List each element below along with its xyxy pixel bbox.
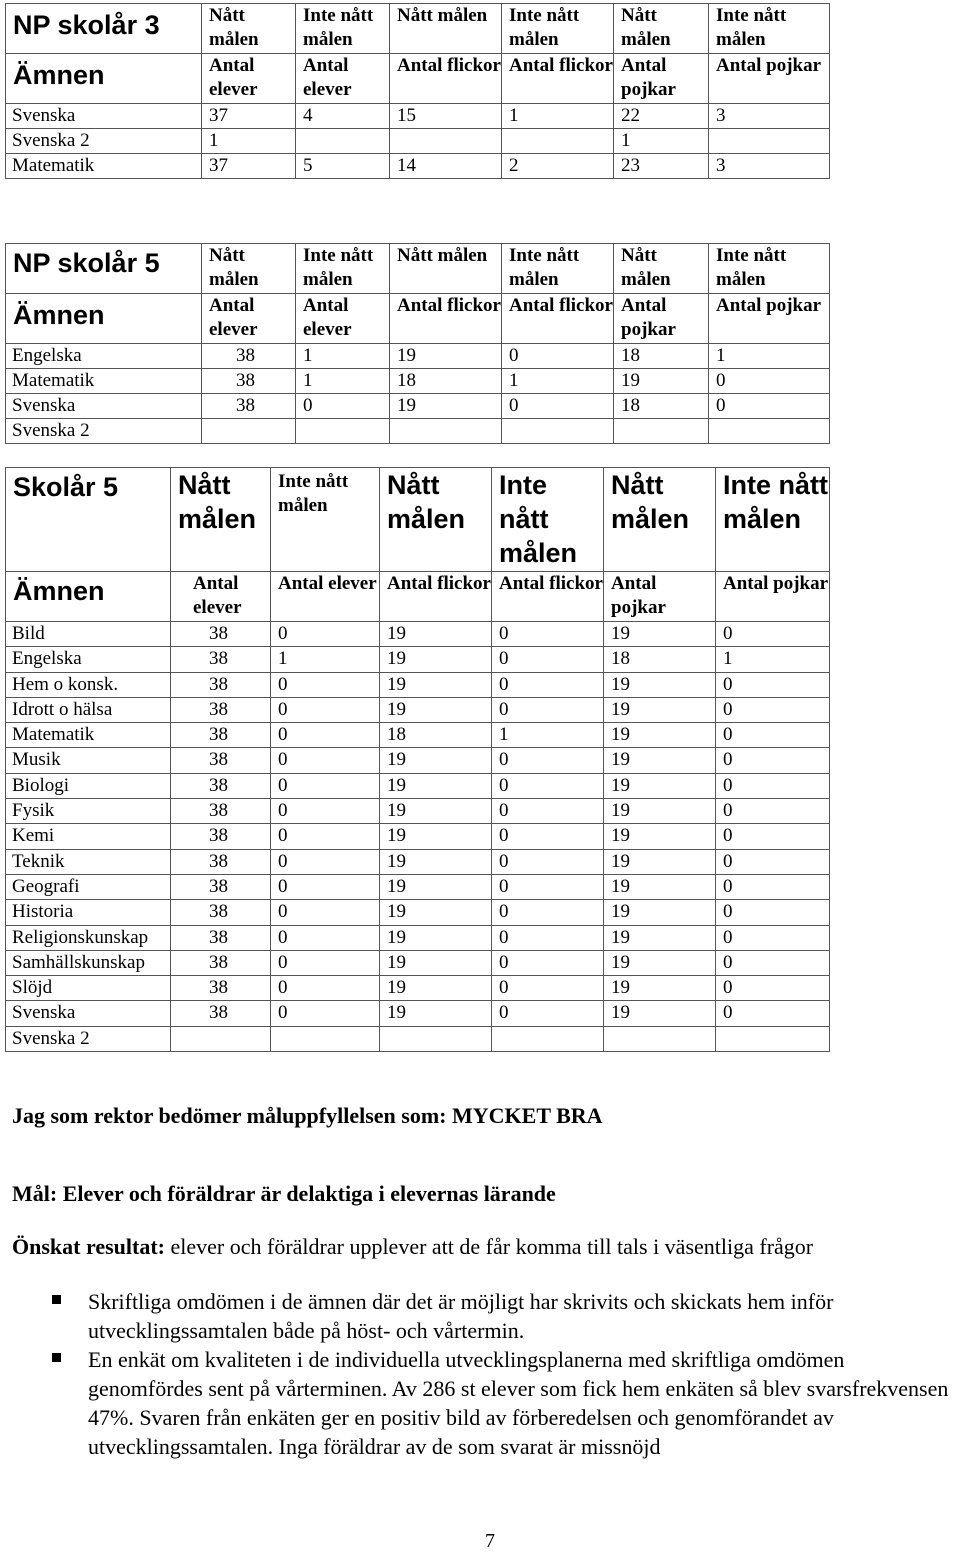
value-cell	[171, 1026, 271, 1051]
table-row	[6, 369, 830, 394]
value-cell: 0	[492, 799, 604, 824]
value-cell: 0	[271, 799, 380, 824]
table-row	[6, 900, 830, 925]
subject-name: Svenska	[6, 394, 202, 419]
value-cell: 18	[380, 723, 492, 748]
value-cell: 2	[502, 154, 614, 179]
value-cell: 18	[614, 394, 709, 419]
subject-name: Svenska 2	[6, 1026, 171, 1051]
value-cell	[709, 129, 830, 154]
header-cell: Inte nått målen	[271, 468, 380, 572]
value-cell: 19	[604, 900, 716, 925]
value-cell: 19	[380, 697, 492, 722]
table-row	[6, 874, 830, 899]
value-cell: 19	[604, 622, 716, 647]
value-cell: 38	[171, 723, 271, 748]
value-cell: 19	[380, 647, 492, 672]
subject-name: Bild	[6, 622, 171, 647]
value-cell: 0	[271, 723, 380, 748]
value-cell: 19	[604, 697, 716, 722]
bullet-list	[0, 1287, 960, 1461]
value-cell: 38	[171, 950, 271, 975]
value-cell: 18	[604, 647, 716, 672]
value-cell: 38	[171, 976, 271, 1001]
value-cell: 18	[614, 344, 709, 369]
value-cell	[492, 1026, 604, 1051]
value-cell: 23	[614, 154, 709, 179]
value-cell: 19	[380, 1001, 492, 1026]
table-row	[6, 129, 830, 154]
value-cell: 0	[716, 723, 830, 748]
value-cell: 0	[716, 976, 830, 1001]
value-cell: 38	[171, 849, 271, 874]
value-cell: 38	[171, 622, 271, 647]
value-cell: 0	[716, 773, 830, 798]
subheader-cell: Antal flickor	[492, 572, 604, 622]
subheader-cell: Antal flickor	[502, 54, 614, 104]
value-cell: 0	[716, 925, 830, 950]
header-cell: Nått målen	[390, 244, 502, 294]
np-skolar5-table	[5, 243, 830, 444]
value-cell: 19	[380, 849, 492, 874]
table-row	[6, 672, 830, 697]
subject-label: Ämnen	[6, 54, 202, 104]
value-cell: 0	[492, 1001, 604, 1026]
value-cell: 0	[271, 950, 380, 975]
value-cell: 19	[390, 344, 502, 369]
table-row	[6, 1026, 830, 1051]
value-cell: 38	[171, 824, 271, 849]
desired-result-text: elever och föräldrar upplever att de får komma till tals i väsentliga frågor	[165, 1234, 814, 1259]
value-cell: 0	[492, 773, 604, 798]
subheader-cell: Antal elever	[202, 54, 296, 104]
table-row	[6, 104, 830, 129]
subject-name: Svenska	[6, 1001, 171, 1026]
subheader-cell: Antal flickor	[380, 572, 492, 622]
value-cell: 1	[502, 104, 614, 129]
value-cell: 38	[171, 697, 271, 722]
value-cell: 0	[271, 773, 380, 798]
value-cell: 0	[492, 672, 604, 697]
value-cell	[296, 129, 390, 154]
value-cell: 38	[202, 369, 296, 394]
subject-name: Slöjd	[6, 976, 171, 1001]
table-row	[6, 723, 830, 748]
value-cell: 38	[202, 394, 296, 419]
table-title: Skolår 5	[6, 468, 171, 572]
value-cell: 19	[604, 950, 716, 975]
value-cell: 38	[171, 672, 271, 697]
subheader-cell: Antal elever	[296, 54, 390, 104]
value-cell: 18	[390, 369, 502, 394]
bullet-text: Skriftliga omdömen i de ämnen där det är möjligt har skrivits och skickats hem inför utvecklingssamtalen både på höst- och vårtermin.	[88, 1289, 834, 1343]
value-cell: 1	[709, 344, 830, 369]
assessment-text: Jag som rektor bedömer måluppfyllelsen som: MYCKET BRA	[12, 1103, 603, 1128]
value-cell: 0	[492, 748, 604, 773]
value-cell: 19	[380, 773, 492, 798]
value-cell: 0	[492, 950, 604, 975]
value-cell	[202, 419, 296, 444]
value-cell: 5	[296, 154, 390, 179]
value-cell: 19	[604, 849, 716, 874]
value-cell	[716, 1026, 830, 1051]
goal-heading: Mål: Elever och föräldrar är delaktiga i elevernas lärande	[12, 1181, 556, 1206]
value-cell	[271, 1026, 380, 1051]
value-cell: 0	[271, 622, 380, 647]
table-row	[6, 799, 830, 824]
subject-name: Samhällskunskap	[6, 950, 171, 975]
subject-name: Matematik	[6, 369, 202, 394]
header-cell: Inte nått målen	[709, 4, 830, 54]
value-cell: 0	[716, 672, 830, 697]
value-cell: 19	[380, 824, 492, 849]
table-row	[6, 773, 830, 798]
value-cell: 0	[271, 849, 380, 874]
value-cell: 19	[604, 773, 716, 798]
value-cell	[296, 419, 390, 444]
header-cell: Inte nått målen	[502, 244, 614, 294]
value-cell: 19	[390, 394, 502, 419]
value-cell: 0	[271, 697, 380, 722]
header-cell: Nått målen	[614, 244, 709, 294]
header-cell: Inte nått målen	[502, 4, 614, 54]
value-cell: 1	[296, 344, 390, 369]
value-cell	[614, 419, 709, 444]
value-cell	[390, 129, 502, 154]
value-cell: 0	[271, 672, 380, 697]
value-cell: 0	[271, 976, 380, 1001]
header-cell: Nått målen	[171, 468, 271, 572]
table-title: NP skolår 3	[6, 4, 202, 54]
table2-body	[6, 344, 830, 444]
subject-name: Geografi	[6, 874, 171, 899]
value-cell: 19	[604, 925, 716, 950]
value-cell: 0	[716, 900, 830, 925]
value-cell: 19	[380, 748, 492, 773]
subject-name: Hem o konsk.	[6, 672, 171, 697]
page-number: 7	[485, 1530, 495, 1552]
value-cell: 1	[716, 647, 830, 672]
subject-name: Matematik	[6, 723, 171, 748]
subject-name: Svenska	[6, 104, 202, 129]
subheader-cell: Antal pojkar	[614, 54, 709, 104]
value-cell: 0	[716, 950, 830, 975]
value-cell: 1	[492, 723, 604, 748]
value-cell	[709, 419, 830, 444]
value-cell: 38	[171, 799, 271, 824]
subject-name: Historia	[6, 900, 171, 925]
table-title: NP skolår 5	[6, 244, 202, 294]
subheader-cell: Antal pojkar	[716, 572, 830, 622]
value-cell: 19	[380, 672, 492, 697]
subject-name: Religionskunskap	[6, 925, 171, 950]
value-cell: 0	[271, 824, 380, 849]
subheader-cell: Antal flickor	[390, 294, 502, 344]
list-item	[0, 1287, 960, 1345]
value-cell: 38	[171, 900, 271, 925]
value-cell: 0	[716, 622, 830, 647]
subheader-cell: Antal elever	[271, 572, 380, 622]
value-cell: 0	[492, 874, 604, 899]
value-cell: 38	[202, 344, 296, 369]
subject-name: Kemi	[6, 824, 171, 849]
subject-name: Musik	[6, 748, 171, 773]
value-cell: 0	[492, 824, 604, 849]
value-cell: 1	[614, 129, 709, 154]
value-cell: 0	[271, 874, 380, 899]
table-row	[6, 419, 830, 444]
value-cell: 38	[171, 647, 271, 672]
desired-result	[12, 1234, 813, 1260]
header-cell: Nått målen	[604, 468, 716, 572]
subheader-cell: Antal pojkar	[709, 54, 830, 104]
header-cell: Nått målen	[380, 468, 492, 572]
subject-name: Engelska	[6, 344, 202, 369]
value-cell: 0	[716, 697, 830, 722]
table-row	[6, 647, 830, 672]
value-cell: 19	[380, 925, 492, 950]
table-row	[6, 748, 830, 773]
header-cell: Inte nått målen	[492, 468, 604, 572]
table-row	[6, 824, 830, 849]
value-cell: 0	[492, 925, 604, 950]
value-cell: 0	[271, 1001, 380, 1026]
value-cell: 0	[492, 647, 604, 672]
subject-label: Ämnen	[6, 572, 171, 622]
table-row	[6, 622, 830, 647]
table-row	[6, 849, 830, 874]
subject-name: Idrott o hälsa	[6, 697, 171, 722]
value-cell: 0	[716, 849, 830, 874]
value-cell: 19	[380, 950, 492, 975]
bullet-square-icon	[52, 1295, 61, 1304]
value-cell: 22	[614, 104, 709, 129]
table-row	[6, 344, 830, 369]
value-cell: 19	[604, 976, 716, 1001]
table-row	[6, 976, 830, 1001]
subject-label: Ämnen	[6, 294, 202, 344]
skolar5-table	[5, 467, 830, 1052]
subheader-cell: Antal elever	[202, 294, 296, 344]
subject-name: Svenska 2	[6, 129, 202, 154]
value-cell: 0	[296, 394, 390, 419]
bullet-square-icon	[52, 1353, 61, 1362]
subject-name: Fysik	[6, 799, 171, 824]
value-cell: 0	[271, 748, 380, 773]
value-cell: 19	[380, 799, 492, 824]
value-cell: 19	[604, 874, 716, 899]
subheader-cell: Antal elever	[296, 294, 390, 344]
value-cell: 4	[296, 104, 390, 129]
value-cell	[390, 419, 502, 444]
bullet-text: En enkät om kvaliteten i de individuella utvecklingsplanerna med skriftliga omdömen genomfördes sent på vårterminen. Av 286 st elever som fick hem enkäten så blev svarsfrekvensen 47%. Svaren från enkäten ger en positiv bild av förberedelsen och genomförandet av utvecklingssamtalen. Inga föräldrar av de som svarat är missnöjd	[88, 1347, 949, 1459]
value-cell: 0	[716, 1001, 830, 1026]
value-cell: 0	[709, 369, 830, 394]
value-cell: 0	[492, 697, 604, 722]
value-cell: 38	[171, 874, 271, 899]
table1-body	[6, 104, 830, 179]
value-cell: 0	[492, 976, 604, 1001]
value-cell: 1	[296, 369, 390, 394]
value-cell	[380, 1026, 492, 1051]
value-cell: 19	[380, 874, 492, 899]
subject-name: Biologi	[6, 773, 171, 798]
value-cell: 0	[492, 849, 604, 874]
subject-name: Teknik	[6, 849, 171, 874]
subject-name: Svenska 2	[6, 419, 202, 444]
value-cell: 1	[502, 369, 614, 394]
value-cell: 37	[202, 154, 296, 179]
subject-name: Matematik	[6, 154, 202, 179]
value-cell: 3	[709, 154, 830, 179]
value-cell: 0	[502, 394, 614, 419]
value-cell: 19	[604, 723, 716, 748]
value-cell: 0	[502, 344, 614, 369]
header-cell: Inte nått målen	[296, 244, 390, 294]
header-cell: Nått målen	[202, 244, 296, 294]
value-cell: 19	[604, 672, 716, 697]
value-cell: 19	[380, 900, 492, 925]
value-cell: 0	[709, 394, 830, 419]
value-cell: 0	[716, 824, 830, 849]
value-cell	[502, 419, 614, 444]
value-cell: 38	[171, 1001, 271, 1026]
subheader-cell: Antal flickor	[390, 54, 502, 104]
header-cell: Nått målen	[390, 4, 502, 54]
value-cell: 14	[390, 154, 502, 179]
table-row	[6, 950, 830, 975]
value-cell: 0	[492, 622, 604, 647]
value-cell: 1	[271, 647, 380, 672]
header-cell: Inte nått målen	[709, 244, 830, 294]
value-cell: 19	[604, 748, 716, 773]
value-cell: 19	[614, 369, 709, 394]
table-row	[6, 925, 830, 950]
value-cell: 0	[271, 925, 380, 950]
value-cell: 19	[604, 824, 716, 849]
value-cell: 19	[380, 622, 492, 647]
value-cell: 38	[171, 748, 271, 773]
value-cell: 0	[716, 874, 830, 899]
value-cell	[502, 129, 614, 154]
np-skolar3-table	[5, 3, 830, 179]
table3-body	[6, 622, 830, 1052]
value-cell	[604, 1026, 716, 1051]
subheader-cell: Antal pojkar	[614, 294, 709, 344]
table-row	[6, 154, 830, 179]
value-cell: 3	[709, 104, 830, 129]
list-item	[0, 1345, 960, 1461]
value-cell: 0	[271, 900, 380, 925]
value-cell: 19	[380, 976, 492, 1001]
value-cell: 38	[171, 773, 271, 798]
value-cell: 0	[716, 748, 830, 773]
subheader-cell: Antal flickor	[502, 294, 614, 344]
header-cell: Nått målen	[202, 4, 296, 54]
table-row	[6, 1001, 830, 1026]
subheader-cell: Antal pojkar	[604, 572, 716, 622]
value-cell: 1	[202, 129, 296, 154]
value-cell: 19	[604, 799, 716, 824]
table-row	[6, 697, 830, 722]
value-cell: 0	[716, 799, 830, 824]
header-cell: Inte nått målen	[296, 4, 390, 54]
desired-result-label: Önskat resultat:	[12, 1234, 165, 1259]
value-cell: 19	[604, 1001, 716, 1026]
value-cell: 15	[390, 104, 502, 129]
subheader-cell: Antal pojkar	[709, 294, 830, 344]
header-cell: Nått målen	[614, 4, 709, 54]
value-cell: 38	[171, 925, 271, 950]
value-cell: 37	[202, 104, 296, 129]
table-row	[6, 394, 830, 419]
value-cell: 0	[492, 900, 604, 925]
header-cell: Inte nått målen	[716, 468, 830, 572]
subject-name: Engelska	[6, 647, 171, 672]
subheader-cell: Antal elever	[171, 572, 271, 622]
